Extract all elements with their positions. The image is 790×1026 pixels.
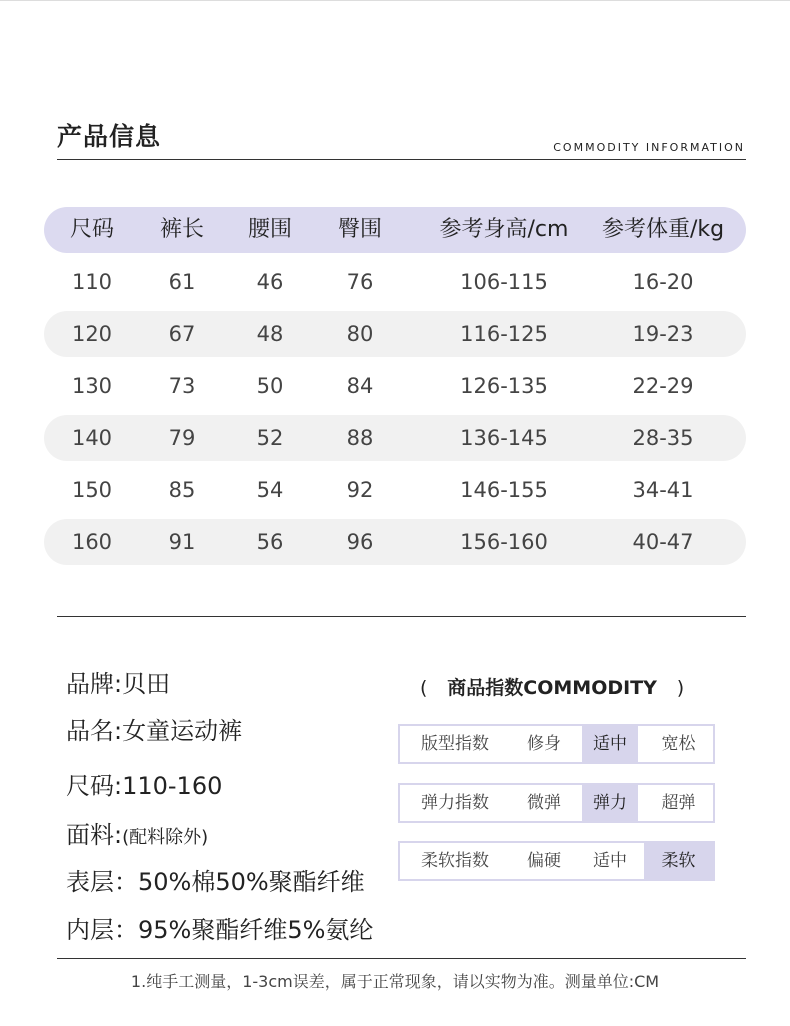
table-cell: 85 bbox=[168, 478, 196, 502]
fabric-note: (配料除外) bbox=[122, 827, 209, 848]
index-option: 修身 bbox=[527, 734, 561, 754]
index-title-text: 商品指数COMMODITY bbox=[447, 677, 657, 699]
table-cell: 126-135 bbox=[460, 374, 548, 398]
size-table bbox=[44, 207, 746, 571]
measurement-footnote: 1.纯手工测量，1-3cm误差，属于正常现象，请以实物为准。测量单位:CM bbox=[130, 972, 660, 991]
index-label: 版型指数 bbox=[421, 734, 489, 754]
table-cell: 110 bbox=[71, 270, 113, 294]
fit-index-row bbox=[398, 724, 715, 764]
table-row bbox=[44, 259, 746, 305]
table-cell: 84 bbox=[346, 374, 374, 398]
index-title bbox=[420, 673, 684, 700]
index-option-selected: 弹力 bbox=[582, 785, 638, 821]
table-cell: 120 bbox=[71, 322, 113, 346]
outer-layer-text: 表层：50%棉50%聚酯纤维 bbox=[66, 868, 365, 896]
table-cell: 160 bbox=[71, 530, 113, 554]
section-divider bbox=[57, 616, 746, 617]
column-header: 尺码 bbox=[69, 217, 114, 242]
brand-text: 品牌:贝田 bbox=[66, 670, 171, 698]
index-option: 超弹 bbox=[661, 793, 696, 813]
table-cell: 61 bbox=[168, 270, 196, 294]
table-cell: 146-155 bbox=[460, 478, 548, 502]
table-row bbox=[44, 363, 746, 409]
table-cell: 130 bbox=[71, 374, 113, 398]
table-cell: 52 bbox=[256, 426, 284, 450]
table-cell: 28-35 bbox=[632, 426, 694, 450]
table-cell: 56 bbox=[256, 530, 284, 554]
product-name-text: 品名:女童运动裤 bbox=[66, 717, 243, 745]
title-divider bbox=[57, 159, 746, 160]
index-option: 偏硬 bbox=[527, 851, 561, 871]
table-cell: 106-115 bbox=[460, 270, 548, 294]
index-label: 弹力指数 bbox=[421, 793, 489, 813]
table-cell: 73 bbox=[168, 374, 196, 398]
table-cell: 48 bbox=[256, 322, 284, 346]
table-row bbox=[44, 415, 746, 461]
top-border-line bbox=[0, 0, 790, 1]
table-cell: 88 bbox=[346, 426, 374, 450]
section-subtitle: COMMODITY INFORMATION bbox=[553, 141, 745, 154]
index-option-selected: 柔软 bbox=[644, 843, 713, 879]
table-cell: 19-23 bbox=[632, 322, 694, 346]
table-header-row bbox=[44, 207, 746, 253]
table-cell: 22-29 bbox=[632, 374, 694, 398]
column-header: 臀围 bbox=[337, 217, 382, 242]
column-header: 参考身高/cm bbox=[439, 217, 569, 242]
index-paren-close: ) bbox=[676, 677, 685, 699]
table-cell: 40-47 bbox=[632, 530, 694, 554]
table-cell: 136-145 bbox=[460, 426, 548, 450]
table-cell: 34-41 bbox=[632, 478, 694, 502]
index-option-selected: 适中 bbox=[582, 726, 638, 762]
table-row bbox=[44, 519, 746, 565]
table-row bbox=[44, 467, 746, 513]
index-option: 宽松 bbox=[661, 734, 696, 754]
inner-layer-text: 内层：95%聚酯纤维5%氨纶 bbox=[66, 916, 374, 944]
index-paren-open: ( bbox=[420, 677, 428, 699]
table-cell: 76 bbox=[346, 270, 374, 294]
column-header: 裤长 bbox=[159, 217, 204, 242]
table-cell: 140 bbox=[71, 426, 113, 450]
table-cell: 156-160 bbox=[460, 530, 548, 554]
fabric-label: 面料: bbox=[66, 821, 123, 849]
table-cell: 116-125 bbox=[460, 322, 548, 346]
table-cell: 96 bbox=[346, 530, 374, 554]
softness-index-row bbox=[398, 841, 715, 881]
table-row bbox=[44, 311, 746, 357]
table-cell: 46 bbox=[256, 270, 284, 294]
table-cell: 50 bbox=[256, 374, 284, 398]
index-option: 微弹 bbox=[527, 793, 561, 813]
table-cell: 91 bbox=[168, 530, 196, 554]
elasticity-index-row bbox=[398, 783, 715, 823]
table-cell: 16-20 bbox=[632, 270, 694, 294]
table-cell: 92 bbox=[346, 478, 374, 502]
table-cell: 54 bbox=[256, 478, 284, 502]
column-header: 参考体重/kg bbox=[601, 217, 725, 242]
footer-divider bbox=[57, 958, 746, 959]
column-header: 腰围 bbox=[247, 217, 292, 242]
table-cell: 67 bbox=[168, 322, 196, 346]
index-option: 适中 bbox=[593, 851, 627, 871]
section-title: 产品信息 bbox=[57, 122, 162, 151]
table-cell: 80 bbox=[346, 322, 374, 346]
fabric-line bbox=[66, 815, 208, 850]
table-cell: 79 bbox=[168, 426, 196, 450]
table-cell: 150 bbox=[71, 478, 113, 502]
index-label: 柔软指数 bbox=[421, 851, 489, 871]
size-range-text: 尺码:110-160 bbox=[66, 772, 223, 800]
